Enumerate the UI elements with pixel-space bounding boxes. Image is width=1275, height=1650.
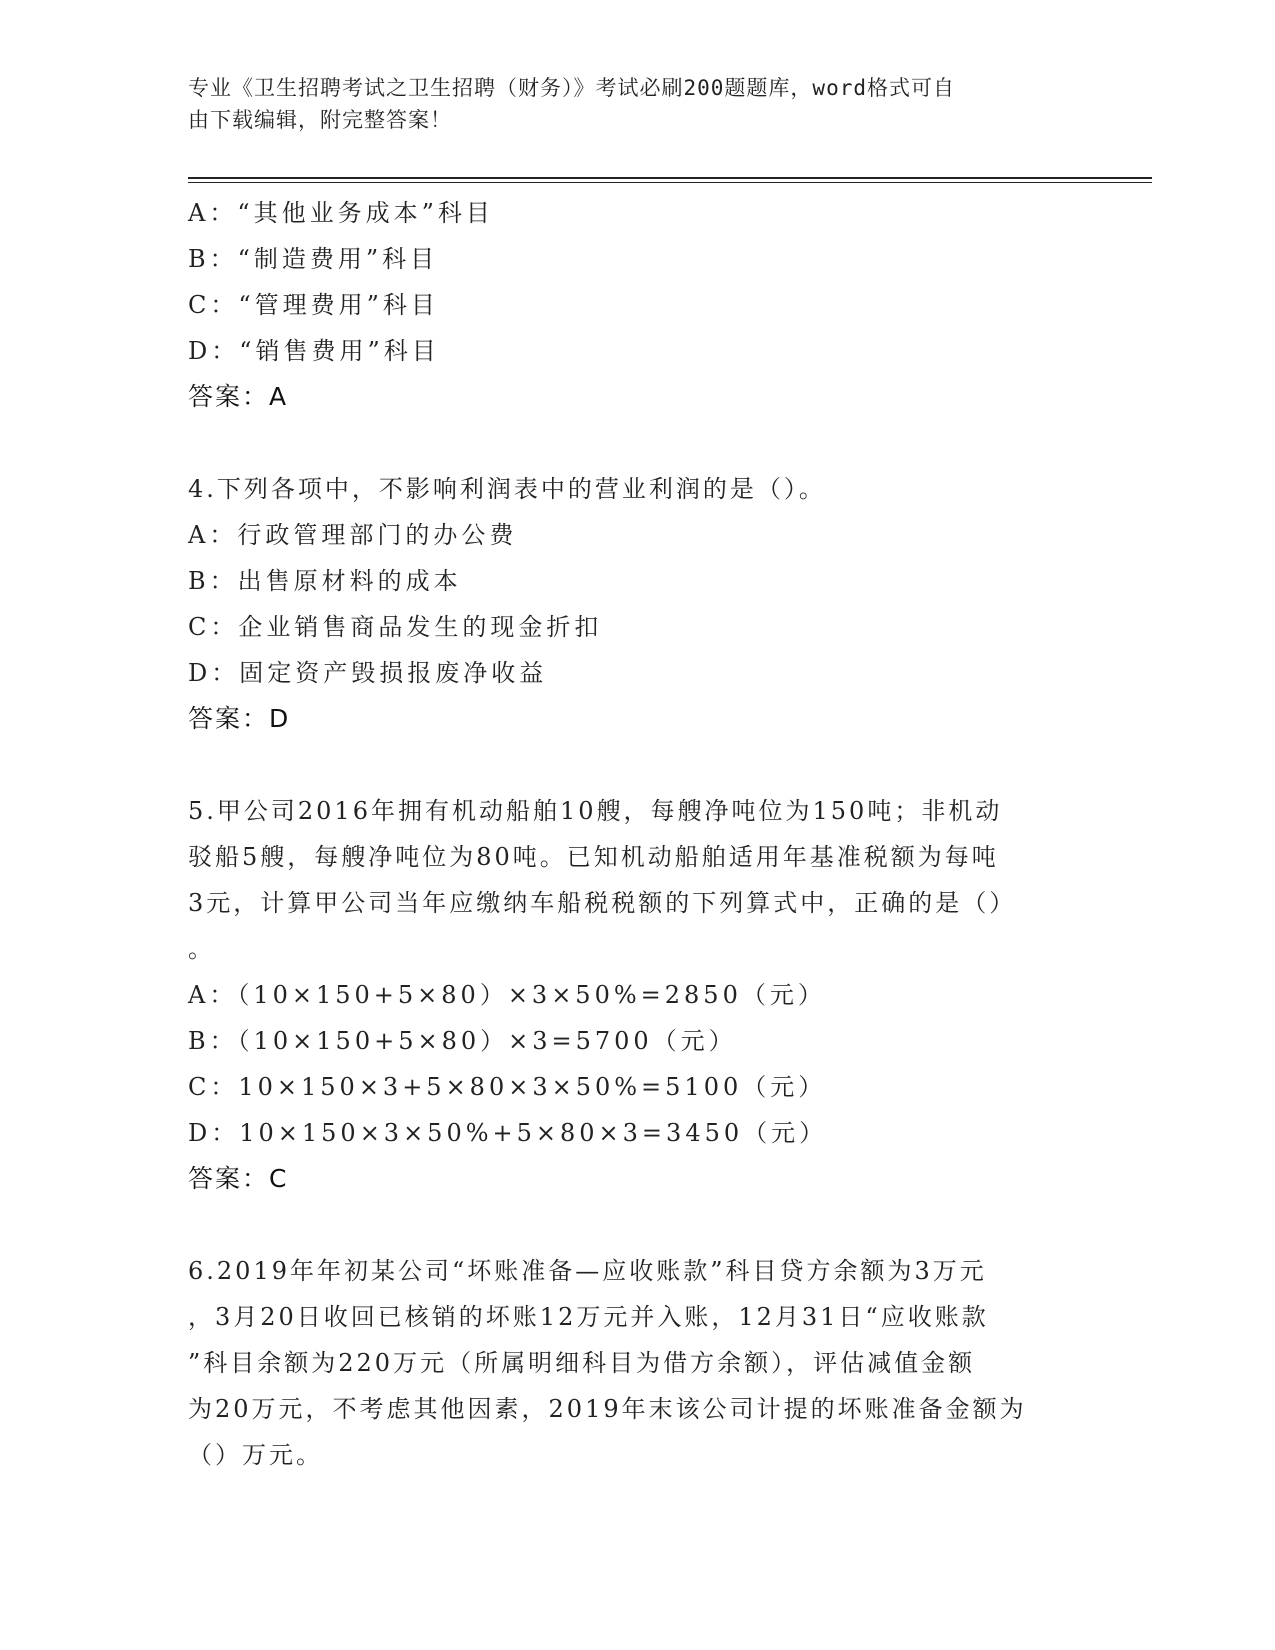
option-b: B：（10×150+5×80）×3=5700（元） [188, 1027, 737, 1055]
option-c: C：企业销售商品发生的现金折扣 [188, 613, 603, 641]
option-d: D：10×150×3×50%+5×80×3=3450（元） [188, 1119, 828, 1147]
question-list [188, 190, 1108, 1478]
question-5 [188, 788, 1108, 1202]
question-text-line: 驳船5艘，每艘净吨位为80吨。已知机动船舶适用年基准税额为每吨 [188, 843, 999, 871]
option-a: A：（10×150+5×80）×3×50%=2850（元） [188, 981, 826, 1009]
option-d: D：“销售费用”科目 [188, 337, 440, 365]
question-text-line: 5.甲公司2016年拥有机动船舶10艘，每艘净吨位为150吨；非机动 [188, 797, 1003, 825]
option-c: C：10×150×3+5×80×3×50%=5100（元） [188, 1073, 827, 1101]
spacer [188, 420, 1108, 466]
header-line-2: 由下载编辑，附完整答案！ [188, 108, 452, 132]
question-text-line: 为20万元，不考虑其他因素，2019年末该公司计提的坏账准备金额为 [188, 1395, 1027, 1423]
question-text-line: ”科目余额为220万元（所属明细科目为借方余额），评估减值金额 [188, 1349, 976, 1377]
question-6 [188, 1248, 1108, 1478]
document-header [188, 72, 1088, 136]
question-3 [188, 190, 1108, 420]
spacer [188, 742, 1108, 788]
option-a: A：行政管理部门的办公费 [188, 521, 518, 549]
option-c: C：“管理费用”科目 [188, 291, 439, 319]
header-divider-thin [188, 182, 1152, 183]
option-d: D：固定资产毁损报废净收益 [188, 659, 548, 687]
option-b: B：“制造费用”科目 [188, 245, 439, 273]
question-text-line: 3元，计算甲公司当年应缴纳车船税税额的下列算式中，正确的是（） [188, 889, 1017, 917]
question-text-line: 6.2019年年初某公司“坏账准备—应收账款”科目贷方余额为3万元 [188, 1257, 987, 1285]
question-text: 4.下列各项中，不影响利润表中的营业利润的是（）。 [188, 475, 826, 503]
header-line-1: 专业《卫生招聘考试之卫生招聘（财务）》考试必刷200题题库，word格式可自 [188, 76, 955, 100]
option-a: A：“其他业务成本”科目 [188, 199, 494, 227]
question-text-line: ，3月20日收回已核销的坏账12万元并入账，12月31日“应收账款 [188, 1303, 989, 1331]
answer-text: 答案：C [188, 1164, 289, 1193]
question-text-line: （）万元。 [188, 1441, 323, 1469]
answer-text: 答案：A [188, 382, 289, 411]
question-4 [188, 466, 1108, 742]
question-text-line: 。 [188, 935, 215, 963]
answer-text: 答案：D [188, 704, 291, 733]
header-divider-thick [188, 177, 1152, 179]
spacer [188, 1202, 1108, 1248]
option-b: B：出售原材料的成本 [188, 567, 462, 595]
